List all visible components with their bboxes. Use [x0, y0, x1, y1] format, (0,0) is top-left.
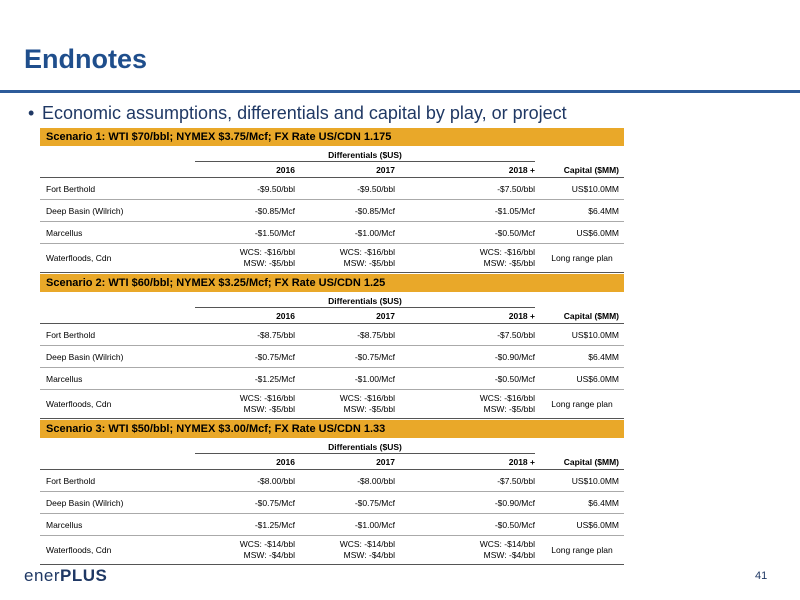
value-capital: $6.4MM — [588, 351, 619, 362]
value-capital: Long range plan — [551, 253, 613, 263]
col-2017: 2017 — [376, 164, 395, 175]
value-2018: -$0.50/Mcf — [494, 373, 535, 384]
value-2016: -$0.75/Mcf — [254, 497, 295, 508]
bullet-icon: • — [28, 103, 35, 123]
value-2018-wcs: WCS: -$14/bbl — [479, 539, 535, 549]
table-row — [40, 346, 624, 368]
value-2018-wcs: WCS: -$16/bbl — [479, 247, 535, 257]
col-2016: 2016 — [276, 164, 295, 175]
play-name: Waterfloods, Cdn — [46, 545, 112, 555]
column-headers — [40, 308, 624, 324]
value-2016: -$9.50/bbl — [257, 183, 295, 194]
value-2017-msw: MSW: -$4/bbl — [343, 550, 395, 560]
scenario-1 — [40, 128, 624, 273]
column-headers — [40, 162, 624, 178]
value-2018: -$0.50/Mcf — [494, 519, 535, 530]
differentials-heading: Differentials ($US) — [328, 150, 402, 160]
value-2018-msw: MSW: -$4/bbl — [483, 550, 535, 560]
table-row — [40, 178, 624, 200]
value-2017: -$8.00/bbl — [357, 475, 395, 486]
value-2016-wcs: WCS: -$14/bbl — [239, 539, 295, 549]
value-capital: $6.4MM — [588, 205, 619, 216]
value-2016: -$1.50/Mcf — [254, 227, 295, 238]
value-2016-msw: MSW: -$4/bbl — [243, 550, 295, 560]
col-2016: 2016 — [276, 456, 295, 467]
value-2016-wcs: WCS: -$16/bbl — [239, 247, 295, 257]
value-2017-wcs: WCS: -$14/bbl — [339, 539, 395, 549]
table-row — [40, 222, 624, 244]
value-2018: -$7.50/bbl — [497, 183, 535, 194]
value-2017: -$0.75/Mcf — [354, 497, 395, 508]
value-capital: $6.4MM — [588, 497, 619, 508]
page-number: 41 — [755, 570, 768, 582]
value-2016: -$0.75/Mcf — [254, 351, 295, 362]
play-name: Deep Basin (Wilrich) — [46, 205, 124, 216]
value-2017: -$0.75/Mcf — [354, 351, 395, 362]
differentials-heading: Differentials ($US) — [328, 442, 402, 452]
col-2018: 2018 + — [508, 456, 535, 467]
play-name: Waterfloods, Cdn — [46, 399, 112, 409]
col-2016: 2016 — [276, 310, 295, 321]
table-row — [40, 470, 624, 492]
value-2018: -$7.50/bbl — [497, 475, 535, 486]
table-row — [40, 536, 624, 565]
col-2018: 2018 + — [508, 310, 535, 321]
col-capital: Capital ($MM) — [563, 164, 619, 175]
play-name: Waterfloods, Cdn — [46, 253, 112, 263]
bullet-point — [28, 103, 567, 124]
col-capital: Capital ($MM) — [563, 456, 619, 467]
table-row — [40, 324, 624, 346]
value-2017-wcs: WCS: -$16/bbl — [339, 393, 395, 403]
table-row — [40, 514, 624, 536]
value-2017: -$1.00/Mcf — [354, 519, 395, 530]
value-2018: -$1.05/Mcf — [494, 205, 535, 216]
table-row — [40, 492, 624, 514]
play-name: Marcellus — [46, 519, 83, 530]
play-name: Deep Basin (Wilrich) — [46, 351, 124, 362]
value-capital: US$6.0MM — [576, 519, 619, 530]
value-capital: Long range plan — [551, 545, 613, 555]
play-name: Marcellus — [46, 227, 83, 238]
value-2017-wcs: WCS: -$16/bbl — [339, 247, 395, 257]
differentials-heading: Differentials ($US) — [328, 296, 402, 306]
value-capital: US$10.0MM — [571, 475, 619, 486]
value-2017: -$8.75/bbl — [357, 329, 395, 340]
enerplus-logo: enerPLUS — [24, 566, 108, 585]
bullet-text: Economic assumptions, differentials and capital by play, or project — [42, 103, 567, 123]
value-2018: -$0.90/Mcf — [494, 497, 535, 508]
value-2017-msw: MSW: -$5/bbl — [343, 258, 395, 268]
value-2016: -$8.75/bbl — [257, 329, 295, 340]
col-2018: 2018 + — [508, 164, 535, 175]
value-2018: -$0.50/Mcf — [494, 227, 535, 238]
value-2017: -$1.00/Mcf — [354, 373, 395, 384]
value-2016-msw: MSW: -$5/bbl — [243, 258, 295, 268]
value-capital: US$6.0MM — [576, 373, 619, 384]
value-2016: -$1.25/Mcf — [254, 519, 295, 530]
value-capital: US$6.0MM — [576, 227, 619, 238]
value-2016-wcs: WCS: -$16/bbl — [239, 393, 295, 403]
title-divider — [0, 90, 800, 93]
scenario-3 — [40, 420, 624, 565]
col-2017: 2017 — [376, 310, 395, 321]
table-row — [40, 368, 624, 390]
value-2016: -$8.00/bbl — [257, 475, 295, 486]
value-2018-msw: MSW: -$5/bbl — [483, 258, 535, 268]
scenario-table — [40, 146, 624, 273]
value-2018: -$7.50/bbl — [497, 329, 535, 340]
scenario-header: Scenario 3: WTI $50/bbl; NYMEX $3.00/Mcf; FX Rate US/CDN 1.33 — [40, 420, 624, 438]
scenario-header: Scenario 1: WTI $70/bbl; NYMEX $3.75/Mcf; FX Rate US/CDN 1.175 — [40, 128, 624, 146]
col-capital: Capital ($MM) — [563, 310, 619, 321]
play-name: Fort Berthold — [46, 183, 96, 194]
scenario-header: Scenario 2: WTI $60/bbl; NYMEX $3.25/Mcf; FX Rate US/CDN 1.25 — [40, 274, 624, 292]
value-2017: -$1.00/Mcf — [354, 227, 395, 238]
value-capital: US$10.0MM — [571, 183, 619, 194]
table-row — [40, 200, 624, 222]
value-2018: -$0.90/Mcf — [494, 351, 535, 362]
value-2018-msw: MSW: -$5/bbl — [483, 404, 535, 414]
table-row — [40, 390, 624, 419]
col-2017: 2017 — [376, 456, 395, 467]
scenario-table — [40, 438, 624, 565]
value-2016: -$0.85/Mcf — [254, 205, 295, 216]
scenario-2 — [40, 274, 624, 419]
table-row — [40, 244, 624, 273]
play-name: Deep Basin (Wilrich) — [46, 497, 124, 508]
page-title: Endnotes — [24, 44, 148, 74]
value-2016: -$1.25/Mcf — [254, 373, 295, 384]
value-capital: Long range plan — [551, 399, 613, 409]
value-2017: -$9.50/bbl — [357, 183, 395, 194]
column-headers — [40, 454, 624, 470]
play-name: Fort Berthold — [46, 475, 96, 486]
value-2017-msw: MSW: -$5/bbl — [343, 404, 395, 414]
scenario-table — [40, 292, 624, 419]
play-name: Marcellus — [46, 373, 83, 384]
value-2017: -$0.85/Mcf — [354, 205, 395, 216]
value-2016-msw: MSW: -$5/bbl — [243, 404, 295, 414]
value-2018-wcs: WCS: -$16/bbl — [479, 393, 535, 403]
value-capital: US$10.0MM — [571, 329, 619, 340]
play-name: Fort Berthold — [46, 329, 96, 340]
